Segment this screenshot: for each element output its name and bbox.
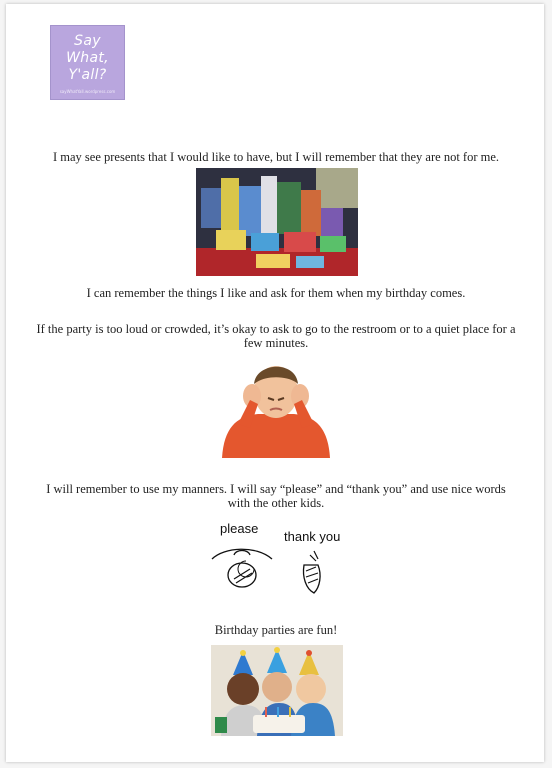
- say-what-yall-logo: [50, 25, 125, 100]
- please-sign-label: please: [220, 521, 259, 536]
- quiet-place-sentence: If the party is too loud or crowded, it’s okay to ask to go to the restroom or to a quiet place for a few minutes.: [36, 322, 516, 350]
- kids-party-photo: [211, 645, 343, 736]
- logo-title: Say What, Y'all?: [66, 33, 109, 83]
- sign-drawing: [206, 517, 356, 599]
- logo-subtitle: sayWhatYall.wordpress.com: [59, 89, 116, 94]
- presents-photo: [196, 168, 358, 276]
- fun-sentence: Birthday parties are fun!: [214, 623, 338, 637]
- birthday-wish-sentence: I can remember the things I like and ask for them when my birthday comes.: [86, 286, 466, 300]
- boy-covering-ears-photo: [216, 356, 336, 458]
- presents-sentence: I may see presents that I would like to have, but I will remember that they are not for me.: [52, 150, 500, 164]
- manners-sentence: I will remember to use my manners. I will say “please” and “thank you” and use nice words with the other kids.: [46, 482, 506, 510]
- sign-language-illustration: [206, 517, 356, 599]
- thank-you-sign-label: thank you: [284, 529, 341, 544]
- document-page: [6, 4, 544, 762]
